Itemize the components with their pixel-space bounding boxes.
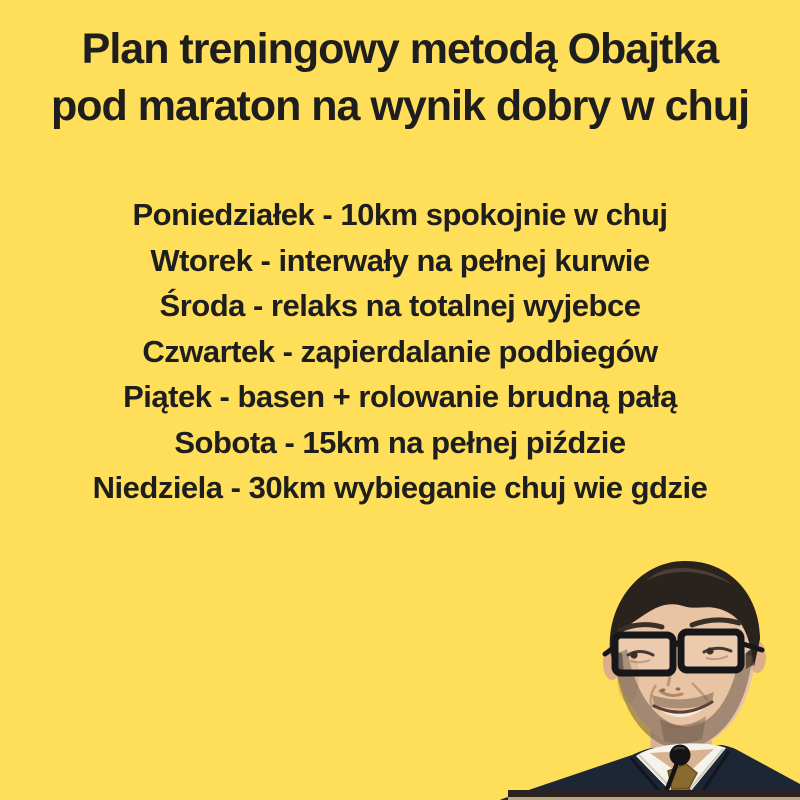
nostril-right xyxy=(676,687,681,690)
schedule-line-sunday: Niedziela - 30km wybieganie chuj wie gdzie xyxy=(92,470,708,505)
glasses xyxy=(605,632,762,673)
title-line-1: Plan treningowy metodą Obajtka xyxy=(81,25,719,73)
schedule-line-tuesday: Wtorek - interwały na pełnej kurwie xyxy=(150,242,650,278)
meme-title xyxy=(0,0,800,135)
schedule-line-wednesday: Środa - relaks na totalnej wyjebce xyxy=(159,288,641,323)
desk-strip xyxy=(508,790,800,797)
nostril-left xyxy=(661,688,666,691)
schedule-list xyxy=(0,192,800,511)
schedule-line-friday: Piątek - basen + rolowanie brudną pałą xyxy=(123,379,677,414)
title-line-2: pod maraton na wynik dobry w chuj xyxy=(50,82,750,130)
schedule-line-saturday: Sobota - 15km na pełnej piździe xyxy=(174,424,626,460)
schedule-line-thursday: Czwartek - zapierdalanie podbiegów xyxy=(142,333,658,369)
schedule-line-monday: Poniedziałek - 10km spokojnie w chuj xyxy=(132,197,668,232)
politician-portrait xyxy=(500,555,800,800)
